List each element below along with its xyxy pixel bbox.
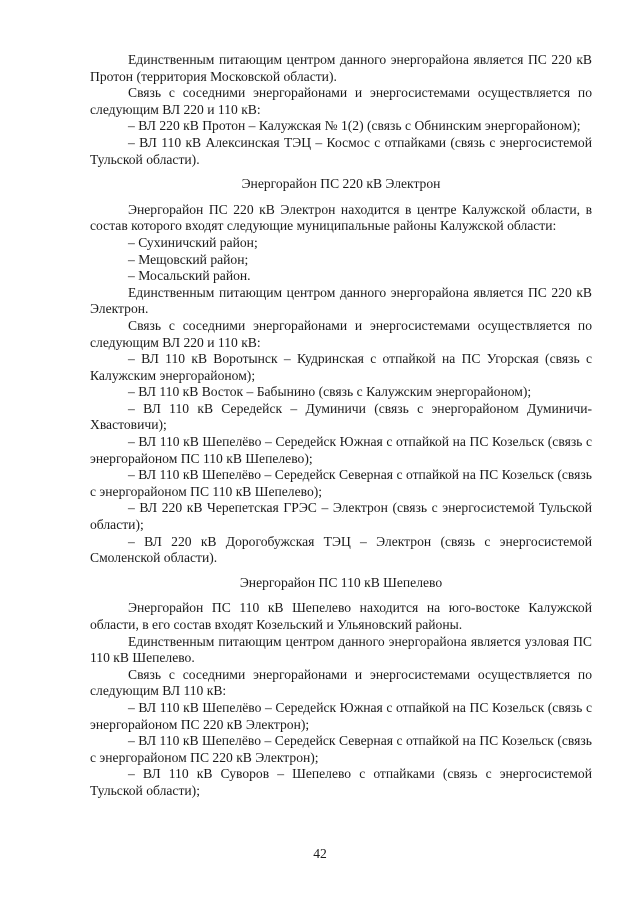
list-item: – Мещовский район;	[128, 251, 249, 267]
paragraph: Связь с соседними энергорайонами и энергосистемами осуществляется по следующим ВЛ 220 и 110 кВ:	[90, 85, 592, 117]
list-item: – ВЛ 220 кВ Черепетская ГРЭС – Электрон (связь с энергосистемой Тульской области);	[90, 500, 592, 533]
list-item: – ВЛ 220 кВ Дорогобужская ТЭЦ – Электрон (связь с энергосистемой Смоленской области).	[90, 533, 592, 566]
list-item: – Мосальский район.	[128, 268, 251, 284]
section-heading-shepelevo: Энергорайон ПС 110 кВ Шепелево	[239, 574, 443, 590]
list-item: – ВЛ 110 кВ Алексинская ТЭЦ – Космос с отпайками (связь с энергосистемой Тульской области).	[90, 134, 592, 167]
paragraph: Связь с соседними энергорайонами и энергосистемами осуществляется по следующим ВЛ 110 кВ:	[90, 666, 592, 699]
section-heading-electron: Энергорайон ПС 220 кВ Электрон	[241, 176, 441, 192]
list-item: – ВЛ 110 кВ Суворов – Шепелево с отпайками (связь с энергосистемой Тульской области);	[90, 766, 592, 798]
list-item: – ВЛ 110 кВ Шепелёво – Середейск Северная с отпайкой на ПС Козельск (связь с энергорайоном ПС 110 кВ Шепелево);	[90, 467, 592, 499]
paragraph: Единственным питающим центром данного энергорайона является ПС 220 кВ Протон (территория Московской области).	[90, 52, 592, 84]
paragraph: Связь с соседними энергорайонами и энергосистемами осуществляется по следующим ВЛ 220 и 110 кВ:	[90, 317, 592, 350]
paragraph: Единственным питающим центром данного энергорайона является узловая ПС 110 кВ Шепелево.	[90, 633, 592, 666]
paragraph: Энергорайон ПС 110 кВ Шепелево находится на юго-востоке Калужской области, в его состав входят Козельский и Ульяновский районы.	[90, 600, 592, 632]
paragraph: Единственным питающим центром данного энергорайона является ПС 220 кВ Электрон.	[90, 284, 592, 317]
list-item: – ВЛ 110 кВ Шепелёво – Середейск Южная с отпайкой на ПС Козельск (связь с энергорайоном ПС 110 кВ Шепелево);	[90, 434, 592, 466]
list-item: – ВЛ 110 кВ Восток – Бабынино (связь с Калужским энергорайоном);	[128, 384, 532, 400]
page-number: 42	[313, 846, 327, 861]
list-item: – ВЛ 220 кВ Протон – Калужская № 1(2) (связь с Обнинским энергорайоном);	[128, 118, 581, 134]
paragraph: Энергорайон ПС 220 кВ Электрон находится в центре Калужской области, в состав которого входят следующие муниципальные районы Калужской области:	[90, 201, 592, 234]
list-item: – Сухиничский район;	[128, 234, 258, 250]
list-item: – ВЛ 110 кВ Шепелёво – Середейск Южная с отпайкой на ПС Козельск (связь с энергорайоном ПС 220 кВ Электрон);	[90, 699, 592, 732]
list-item: – ВЛ 110 кВ Середейск – Думиничи (связь с энергорайоном Думиничи-Хвастовичи);	[90, 400, 592, 433]
list-item: – ВЛ 110 кВ Воротынск – Кудринская с отпайкой на ПС Угорская (связь с Калужским энергорайоном);	[90, 351, 592, 383]
document-page	[90, 52, 592, 800]
list-item: – ВЛ 110 кВ Шепелёво – Середейск Северная с отпайкой на ПС Козельск (связь с энергорайоном ПС 220 кВ Электрон);	[90, 733, 592, 765]
